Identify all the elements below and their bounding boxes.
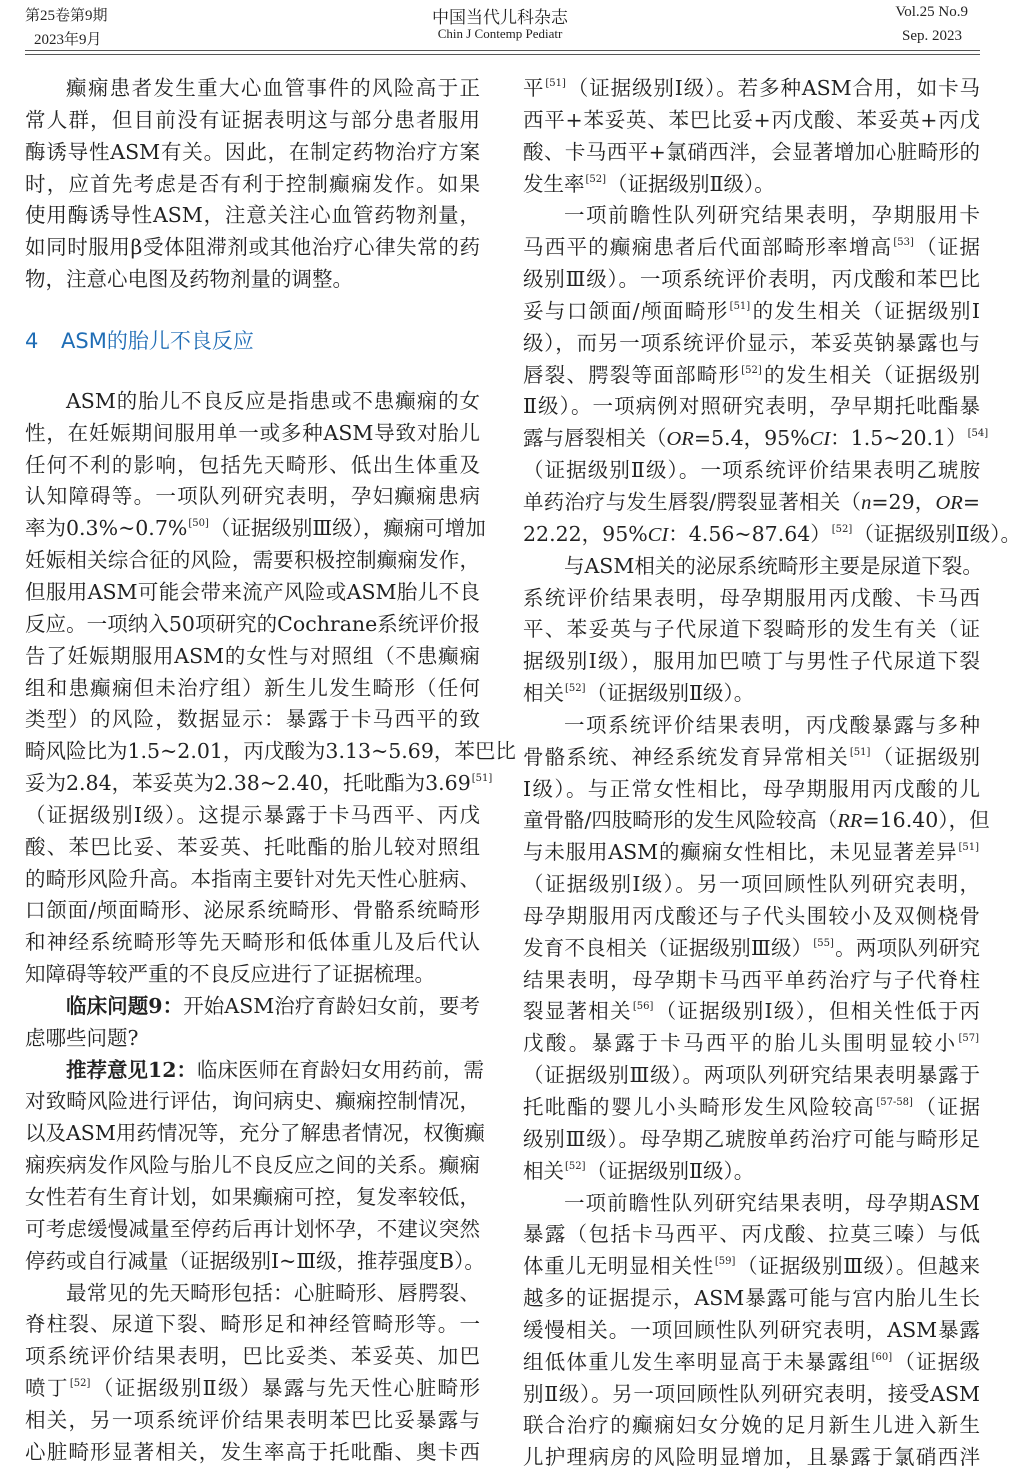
paragraph-lead: 临床问题9：	[66, 993, 184, 1018]
paragraph-lead: 推荐意见12：	[66, 1057, 198, 1082]
text-line: （证据级别Ⅰ级）。另一项回顾性队列研究表明，	[523, 872, 980, 897]
text-line: 级），而另一项系统评价显示，苯妥英钠暴露也与	[523, 330, 980, 355]
text-line: 据级别Ⅰ级），服用加巴喷丁与男性子代尿道下裂	[523, 649, 980, 674]
text-line: 组和患癫痫但未治疗组）新生儿发生畸形（任何	[25, 675, 480, 700]
paragraph	[523, 551, 983, 710]
text-line: 癫痫患者发生重大心血管事件的风险高于正	[66, 76, 480, 100]
text-line: 与未服用ASM的癫痫女性相比，未见显著差异[51]	[523, 840, 979, 865]
text-line: 如同时服用β受体阻滞剂或其他治疗心律失常的药	[25, 235, 480, 260]
text-line: 西平+苯妥英、苯巴比妥+丙戊酸、苯妥英+丙戊	[523, 107, 980, 132]
citation-ref[interactable]: [55]	[813, 937, 834, 949]
paragraph	[25, 73, 480, 296]
text-line: 别Ⅱ级）。另一项回顾性队列研究表明，接受ASM	[523, 1381, 980, 1406]
citation-ref[interactable]: [52]	[831, 523, 853, 535]
text-line: 联合治疗的癫痫妇女分娩的足月新生儿进入新生	[523, 1413, 980, 1438]
header-date-en: Sep. 2023	[902, 28, 962, 44]
text-line: 越多的证据提示，ASM暴露可能与宫内胎儿生长	[523, 1286, 980, 1311]
text-line: 组低体重儿发生率明显高于未暴露组[60]（证据级	[523, 1349, 981, 1374]
italic-term: CI	[647, 523, 669, 546]
text-line: 心脏畸形显著相关，发生率高于托吡酯、奥卡西	[25, 1439, 480, 1464]
text-line: 发生率[52]（证据级别Ⅱ级）。	[523, 171, 775, 196]
text-line: 骨骼系统、神经系统发育异常相关[51]（证据级别	[523, 744, 981, 769]
text-line: 虑哪些问题?	[25, 1025, 139, 1050]
text-line: 暴露（包括卡马西平、丙戊酸、拉莫三嗪）与低	[523, 1222, 980, 1247]
text-line: 相关[52]（证据级别Ⅱ级）。	[523, 1158, 755, 1183]
text-line: 率为0.3%~0.7%[50]（证据级别Ⅲ级），癫痫可增加	[25, 516, 486, 541]
paragraph	[25, 1278, 480, 1469]
text-line: 以及ASM用药情况等，充分了解患者情况，权衡癫	[25, 1121, 485, 1146]
text-line: ASM的胎儿不良反应是指患或不患癫痫的女	[66, 388, 480, 413]
text-line: 推荐意见12：临床医师在育龄妇女用药前，需	[66, 1057, 485, 1082]
text-line: 酶诱导性ASM有关。因此，在制定药物治疗方案	[25, 139, 480, 164]
text-line: （证据级别Ⅱ级）。一项系统评价结果表明乙琥胺	[523, 458, 980, 483]
text-line: 相关[52]（证据级别Ⅱ级）。	[523, 681, 755, 706]
paragraph	[25, 991, 480, 1055]
text-line: 类型）的风险，数据显示：暴露于卡马西平的致	[25, 707, 480, 732]
citation-ref[interactable]: [59]	[714, 1256, 736, 1268]
text-line: 裂显著相关[56]（证据级别Ⅰ级），但相关性低于丙	[523, 999, 980, 1024]
text-line: 的畸形风险升高。本指南主要针对先天性心脏病、	[25, 866, 480, 891]
text-line: 妊娠相关综合征的风险，需要积极控制癫痫发作，	[25, 548, 480, 573]
citation-ref[interactable]: [51]	[545, 78, 566, 89]
italic-term: CI	[809, 428, 831, 451]
citation-ref[interactable]: [57]	[958, 1033, 979, 1045]
section-number: 4	[25, 328, 39, 353]
text-line: 告了妊娠期服用ASM的女性与对照组（不患癫痫	[25, 643, 480, 668]
text-line: 反应。一项纳入50项研究的Cochrane系统评价报	[25, 611, 480, 636]
italic-term: OR	[666, 428, 694, 451]
header-date: 2023年9月	[34, 32, 102, 48]
text-line: 酸、卡马西平+氯硝西泮，会显著增加心脏畸形的	[523, 139, 980, 164]
text-line: 和神经系统畸形等先天畸形和低体重儿及后代认	[25, 930, 480, 955]
text-line: Ⅱ级）。一项病例对照研究表明，孕早期托吡酯暴	[523, 394, 980, 419]
text-line: 可考虑缓慢减量至停药后再计划怀孕，不建议突然	[25, 1216, 480, 1241]
section-title: ASM的胎儿不良反应	[61, 328, 254, 353]
text-line: 妥为2.84，苯妥英为2.38~2.40，托吡酯为3.69[51]	[25, 771, 493, 796]
text-line: 结果表明，母孕期卡马西平单药治疗与子代脊柱	[523, 967, 980, 992]
italic-term: OR	[935, 491, 963, 514]
citation-ref[interactable]: [54]	[967, 428, 989, 440]
text-line: 露与唇裂相关（OR=5.4，95%CI：1.5~20.1）[54]	[523, 426, 989, 451]
paragraph	[523, 73, 980, 200]
text-line: 一项前瞻性队列研究结果表明，孕期服用卡	[564, 203, 980, 228]
citation-ref[interactable]: [50]	[188, 518, 209, 530]
text-line: 畸风险比为1.5~2.01，丙戊酸为3.13~5.69，苯巴比	[25, 739, 516, 764]
citation-ref[interactable]: [53]	[893, 237, 914, 249]
journal-title: 中国当代儿科杂志	[432, 8, 568, 27]
text-line: 性，在妊娠期间服用单一或多种ASM导致对胎儿	[25, 420, 480, 445]
header-rule-secondary	[25, 54, 980, 55]
text-line: （证据级别Ⅲ级）。两项队列研究结果表明暴露于	[523, 1063, 980, 1088]
paragraph	[25, 386, 516, 991]
text-line: 时，应首先考虑是否有利于控制癫痫发作。如果	[25, 171, 480, 196]
paragraph	[523, 200, 1021, 550]
text-line: 物，注意心电图及药物剂量的调整。	[25, 267, 353, 292]
text-line: 与ASM相关的泌尿系统畸形主要是尿道下裂。	[564, 553, 983, 578]
citation-ref[interactable]: [60]	[871, 1351, 893, 1363]
text-line: 托吡酯的婴儿小头畸形发生风险较高[57-58]（证据	[523, 1095, 981, 1119]
citation-ref[interactable]: [57-58]	[876, 1097, 913, 1108]
citation-ref[interactable]: [52]	[565, 683, 586, 695]
italic-term: RR	[837, 810, 863, 833]
text-line: 22.22，95%CI：4.56~87.64）[52]（证据级别Ⅱ级）。	[523, 521, 1021, 546]
text-line: 任何不利的影响，包括先天畸形、低出生体重及	[25, 452, 480, 477]
text-line: 母孕期服用丙戊酸还与子代头围较小及双侧桡骨	[523, 903, 980, 928]
text-line: 常人群，但目前没有证据表明这与部分患者服用	[25, 107, 480, 132]
citation-ref[interactable]: [51]	[729, 300, 751, 312]
text-line: 级别Ⅲ级）。母孕期乙琥胺单药治疗可能与畸形足	[523, 1126, 980, 1151]
text-line: 女性若有生育计划，如果癫痫可控，复发率较低，	[25, 1185, 480, 1209]
paragraph	[523, 1188, 980, 1475]
citation-ref[interactable]: [52]	[741, 364, 762, 376]
text-line: 对致畸风险进行评估，询问病史、癫痫控制情况，	[25, 1089, 480, 1114]
citation-ref[interactable]: [56]	[632, 1001, 654, 1013]
text-line: 认知障碍等。一项队列研究表明，孕妇癫痫患病	[25, 484, 480, 509]
text-line: 儿护理病房的风险明显增加，且暴露于氯硝西泮	[523, 1445, 980, 1470]
text-line: Ⅰ级）。与正常女性相比，母孕期服用丙戊酸的儿	[523, 776, 980, 801]
text-line: 戊酸。暴露于卡马西平的胎儿头围明显较小[57]	[523, 1031, 979, 1056]
text-line: 一项系统评价结果表明，丙戊酸暴露与多种	[564, 712, 980, 737]
header-rule	[25, 50, 980, 51]
text-line: 但服用ASM可能会带来流产风险或ASM胎儿不良	[25, 579, 480, 604]
text-line: 相关，另一项系统评价结果表明苯巴比妥暴露与	[25, 1407, 480, 1432]
paragraph	[25, 1055, 485, 1278]
text-line: 妥与口颌面/颅面畸形[51]的发生相关（证据级别Ⅰ	[523, 298, 980, 323]
text-line: 喷丁[52]（证据级别Ⅱ级）暴露与先天性心脏畸形	[25, 1376, 480, 1401]
section-heading	[25, 325, 480, 357]
text-line: 脊柱裂、尿道下裂、畸形足和神经管畸形等。一	[25, 1312, 480, 1337]
header-volume-issue: 第25卷第9期	[25, 8, 108, 24]
citation-ref[interactable]: [52]	[565, 1160, 586, 1172]
text-line: 使用酶诱导性ASM，注意关注心血管药物剂量，	[25, 203, 480, 228]
text-line: 知障碍等较严重的不良反应进行了证据梳理。	[25, 962, 435, 987]
italic-term: n	[861, 491, 872, 514]
left-column	[25, 73, 516, 1469]
citation-ref[interactable]: [51]	[471, 773, 493, 785]
header-volume-issue-en: Vol.25 No.9	[895, 4, 968, 20]
text-line: （证据级别Ⅰ级）。这提示暴露于卡马西平、丙戊	[25, 802, 480, 827]
text-line: 项系统评价结果表明，巴比妥类、苯妥英、加巴	[25, 1344, 480, 1369]
right-column	[523, 73, 1021, 1474]
citation-ref[interactable]: [51]	[849, 746, 871, 758]
citation-ref[interactable]: [52]	[585, 173, 607, 185]
text-line: 平[51]（证据级别Ⅰ级）。若多种ASM合用，如卡马	[523, 76, 980, 100]
text-line: 体重儿无明显相关性[59]（证据级别Ⅲ级）。但越来	[523, 1254, 980, 1279]
text-line: 马西平的癫痫患者后代面部畸形率增高[53]（证据	[523, 235, 981, 260]
text-line: 一项前瞻性队列研究结果表明，母孕期ASM	[564, 1190, 980, 1215]
journal-title-en: Chin J Contemp Pediatr	[437, 26, 563, 41]
text-line: 停药或自行减量（证据级别Ⅰ~Ⅲ级，推荐强度B）。	[25, 1248, 485, 1273]
text-line: 级别Ⅲ级）。一项系统评价表明，丙戊酸和苯巴比	[523, 267, 980, 292]
text-line: 痫疾病发作风险与胎儿不良反应之间的关系。癫痫	[25, 1153, 480, 1178]
text-line: 童骨骼/四肢畸形的发生风险较高（RR=16.40），但	[523, 808, 990, 833]
text-line: 酸、苯巴比妥、苯妥英、托吡酯的胎儿较对照组	[25, 834, 480, 859]
text-line: 系统评价结果表明，母孕期服用丙戊酸、卡马西	[523, 585, 980, 610]
text-line: 发育不良相关（证据级别Ⅲ级）[55]。两项队列研究	[523, 935, 980, 960]
text-line: 唇裂、腭裂等面部畸形[52]的发生相关（证据级别	[523, 362, 980, 387]
text-line: 口颌面/颅面畸形、泌尿系统畸形、骨骼系统畸形	[25, 898, 480, 923]
text-line: 临床问题9：开始ASM治疗育龄妇女前，要考	[66, 993, 480, 1018]
citation-ref[interactable]: [52]	[69, 1378, 91, 1390]
text-line: 缓慢相关。一项回顾性队列研究表明，ASM暴露	[523, 1317, 980, 1342]
text-line: 单药治疗与发生唇裂/腭裂显著相关（n=29，OR=	[523, 489, 980, 514]
text-line: 平、苯妥英与子代尿道下裂畸形的发生有关（证	[523, 617, 980, 642]
text-line: 最常见的先天畸形包括：心脏畸形、唇腭裂、	[66, 1280, 480, 1305]
paragraph	[523, 710, 990, 1188]
citation-ref[interactable]: [51]	[958, 842, 979, 854]
